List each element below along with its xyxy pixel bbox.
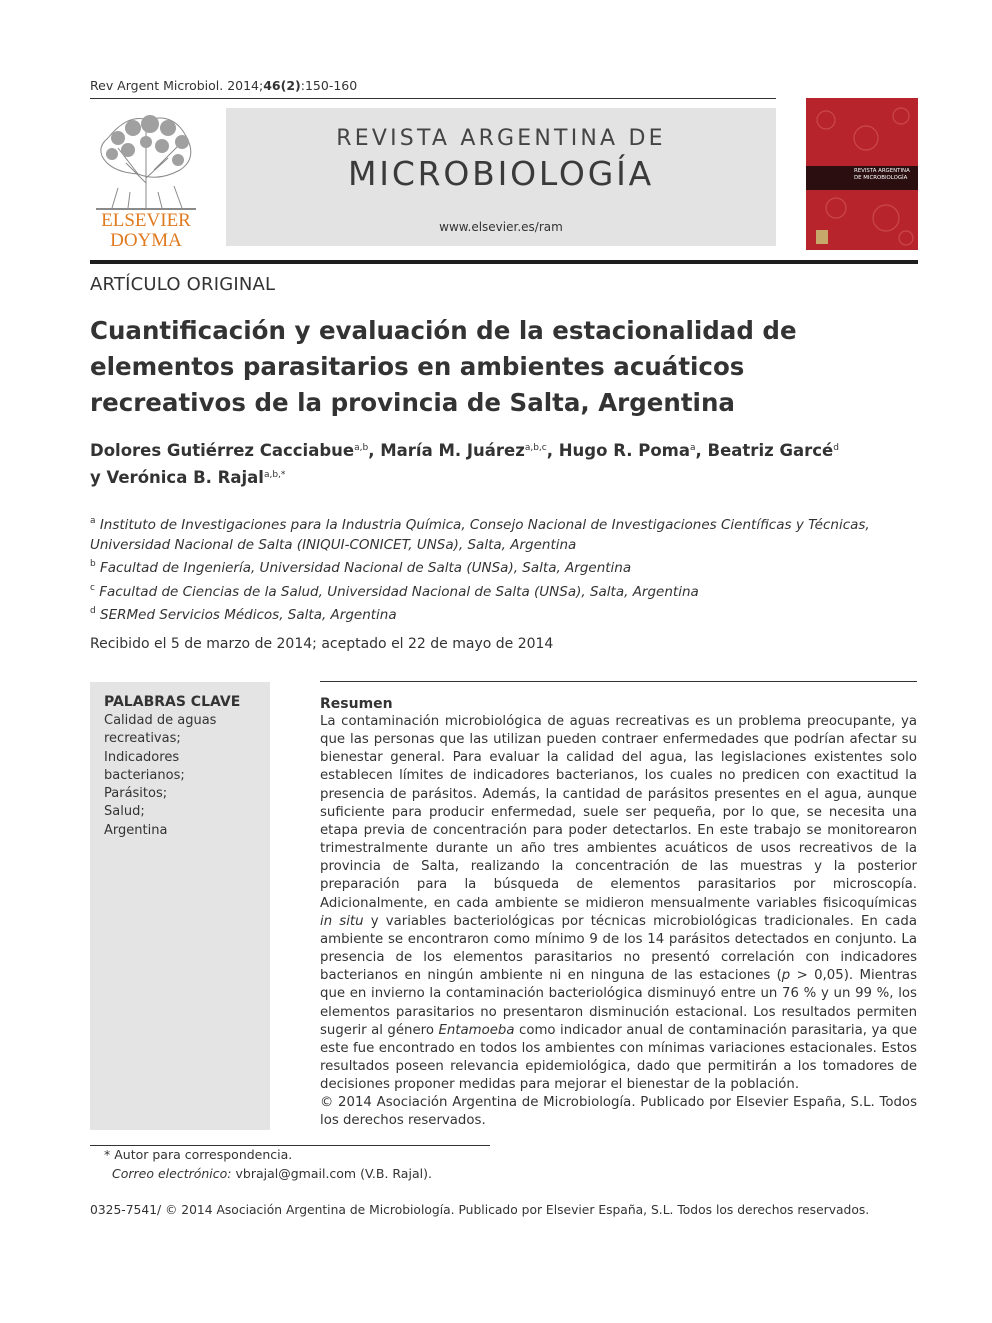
journal-cover-thumbnail [806, 98, 918, 250]
affiliations [90, 512, 910, 626]
author-list: Dolores Gutiérrez Cacciabue$^{a,b}$, María M. Juárez$^{a,b,c}$, Hugo R. Poma$^a$, Beatriz Garcé$^d$ y Verónica B. Rajal$^{a,b,*}$ [90, 441, 839, 487]
cover-logo [816, 230, 828, 244]
affiliation-a: $^a$ Instituto de Investigaciones para la Industria Química, Consejo Nacional de Investigaciones Científicas y Técnicas, Universidad Nacional de Salta (INIQUI-CONICET, UNSa), Salta, Argentina [90, 516, 870, 553]
correspondence-email: Correo electrónico: vbrajal@gmail.com (V.B. Rajal). [112, 1166, 432, 1181]
journal-citation [90, 78, 357, 93]
email-link[interactable]: vbrajal@gmail.com (V.B. Rajal). [231, 1166, 432, 1181]
keywords-heading: PALABRAS CLAVE [104, 694, 241, 710]
citation-volume: 46(2) [263, 78, 301, 93]
citation-pages: :150-160 [300, 78, 358, 93]
header-divider [90, 260, 918, 264]
article-type: ARTÍCULO ORIGINAL [90, 274, 276, 295]
citation-journal: Rev Argent Microbiol. 2014; [90, 78, 264, 93]
abstract-copyright: © 2014 Asociación Argentina de Microbiología. Publicado por Elsevier España, S.L. Todos los derechos reservados. [320, 1095, 917, 1129]
keywords-list [104, 712, 216, 840]
keyword-line: bacterianos; [104, 767, 185, 783]
affiliation-b: $^b$ Facultad de Ingeniería, Universidad Nacional de Salta (UNSa), Salta, Argentina [90, 559, 632, 576]
abstract-heading: Resumen [320, 696, 393, 712]
author[interactable]: Dolores Gutiérrez Cacciabue$^{a,b}$ [90, 441, 369, 460]
author[interactable]: y Verónica B. Rajal$^{a,b,*}$ [90, 468, 286, 487]
author[interactable]: Hugo R. Poma$^a$ [558, 441, 696, 460]
footnote-rule [90, 1145, 490, 1146]
keyword-line: recreativas; [104, 731, 181, 747]
header-rule [90, 98, 776, 99]
journal-name-line1: REVISTA ARGENTINA DE [336, 126, 666, 151]
copyright-footer: 0325-7541/ © 2014 Asociación Argentina de Microbiología. Publicado por Elsevier España, S.L. Todos los derechos reservados. [90, 1203, 870, 1217]
journal-banner [226, 108, 776, 246]
elsevier-tree-logo [88, 108, 204, 250]
cover-title: REVISTA ARGENTINA DE MICROBIOLOGÍA [854, 168, 910, 181]
keyword-line: Parásitos; [104, 786, 168, 802]
keywords-box [90, 682, 270, 1130]
keyword-line: Argentina [104, 822, 168, 838]
svg-text:ELSEVIER: ELSEVIER [101, 210, 191, 231]
keyword-line: Calidad de aguas [104, 713, 217, 728]
svg-text:DOYMA: DOYMA [110, 230, 182, 250]
affiliation-c: $^c$ Facultad de Ciencias de la Salud, Universidad Nacional de Salta (UNSa), Salta, Argentina [90, 582, 699, 600]
correspondence-note: * Autor para correspondencia. [104, 1147, 293, 1162]
abstract-rule [320, 681, 917, 682]
received-dates: Recibido el 5 de marzo de 2014; aceptado el 22 de mayo de 2014 [90, 636, 554, 652]
article-title: Cuantificación y evaluación de la estacionalidad de elementos parasitarios en ambientes acuáticos recreativos de la provincia de Salta, Argentina [90, 316, 797, 417]
journal-name-line2: MICROBIOLOGÍA [348, 154, 654, 193]
keyword-line: Indicadores [104, 749, 180, 765]
author[interactable]: Beatriz Garcé$^d$ [707, 441, 839, 460]
keyword-line: Salud; [104, 804, 145, 820]
abstract-body: La contaminación microbiológica de aguas recreativas es un problema preocupante, ya que las personas que las utilizan pueden contraer enfermedades que podrían afectar su bienestar general. Para evaluar la calidad del agua, las legislaciones existentes solo establecen límites de indicadores bacterianos, los cuales no predicen con exactitud la presencia de parásitos. Además, la cantidad de parásitos presentes en el agua, aunque suficiente para producir enfermedad, suele ser pequeña, por lo que, se necesita una etapa previa de concentración para poder detectarlos. En este trabajo se monitorearon trimestralmente durante un año tres ambientes acuáticos de usos recreativos de la provincia de Salta, realizando la concentración de las muestras y la posterior preparación para la búsqueda de elementos parasitarios por microscopía. Adicionalmente, en cada ambiente se midieron mensualmente variables fisicoquímicas in situ y variables bacteriológicas por técnicas microbiológicas tradicionales. En cada ambiente se encontraron como mínimo 9 de los 14 parásitos detectados en conjunto. La presencia de los elementos parasitarios no presentó correlación con indicadores bacterianos en ningún ambiente ni en ninguna de las estaciones (p > 0,05). Mientras que en invierno la contaminación bacteriológica disminuyó entre un 76 % y un 99 %, los elementos parasitarios no presentaron disminución estacional. Los resultados permiten sugerir al género Entamoeba como indicador anual de contaminación parasitaria, ya que este fue encontrado en todos los ambientes con mínimas variaciones estacionales. Estos resultados poseen relevancia epidemiológica, dado que permitirán a los tomadores de decisiones proponer medidas para mejorar el bienestar de la población. © 2014 Asociación Argentina de Microbiología. Publicado por Elsevier España, S.L. Todos los derechos reservados. [320, 714, 918, 1129]
affiliation-d: $^d$ SERMed Servicios Médicos, Salta, Argentina [90, 606, 397, 623]
journal-url[interactable]: www.elsevier.es/ram [439, 220, 563, 234]
author[interactable]: María M. Juárez$^{a,b,c}$ [380, 441, 547, 460]
